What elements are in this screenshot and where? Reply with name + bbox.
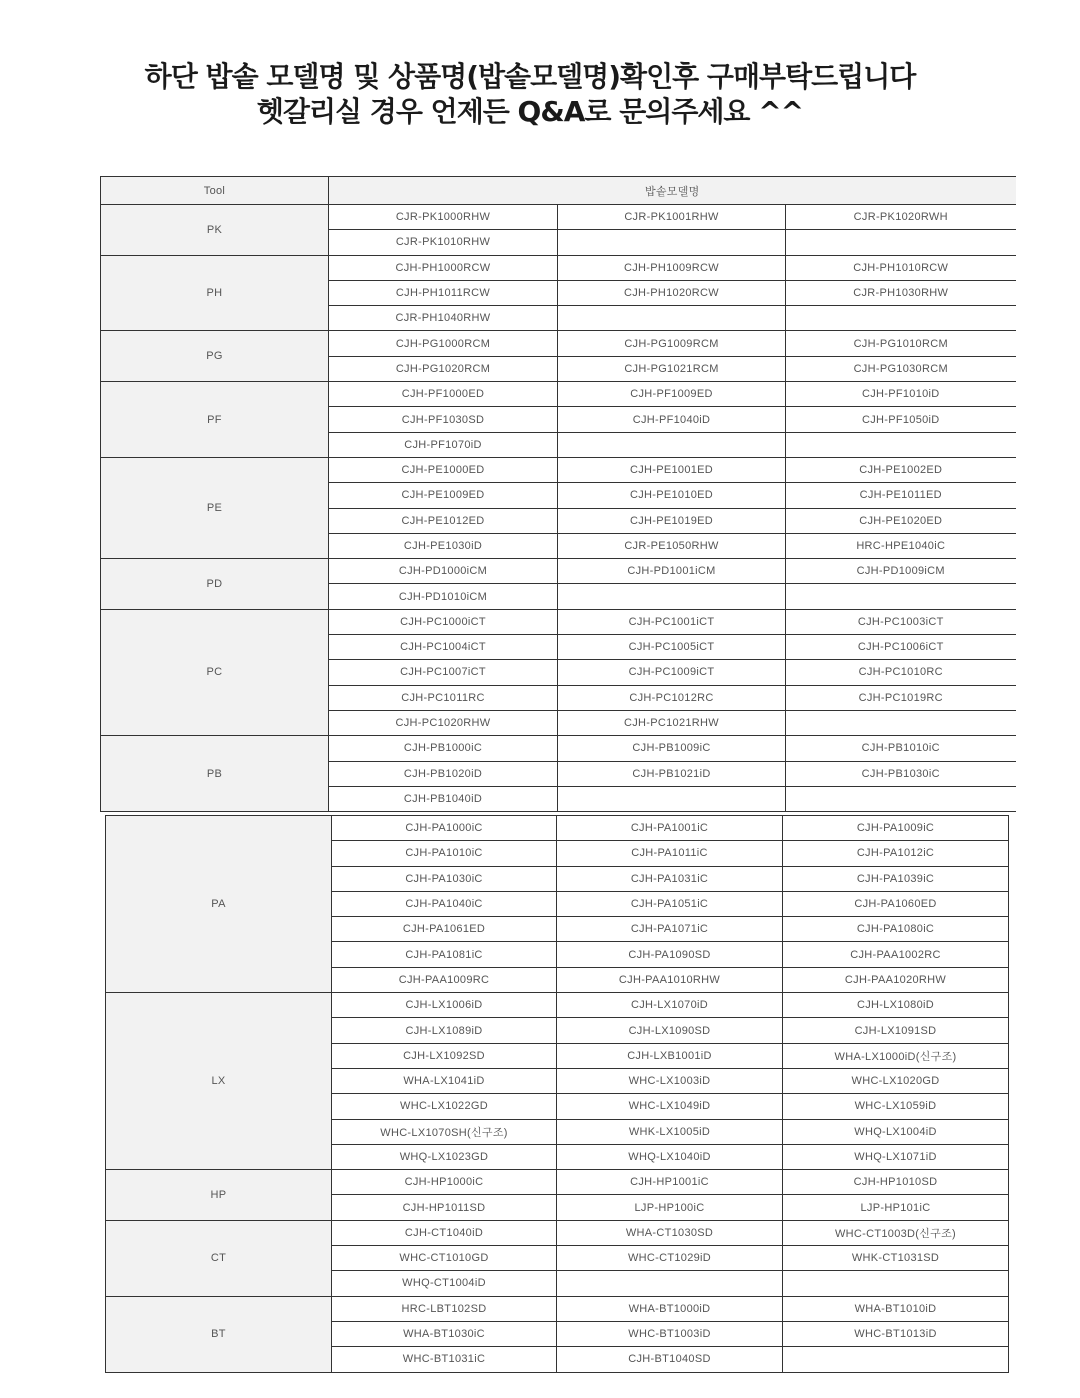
notice-line-1: 하단 밥솥 모델명 및 상품명(밥솥모델명)확인후 구매부탁드립니다 [144,60,916,93]
model-cell: CJH-PC1001iCT [558,609,786,634]
table-row [106,1170,1009,1195]
model-cell: CJH-PA1071iC [557,917,783,942]
model-cell: CJH-HP1000iC [332,1170,557,1195]
model-cell [557,1271,783,1296]
model-cell: CJH-PC1011RC [329,685,558,710]
model-cell: WHC-LX1022GD [332,1094,557,1119]
model-cell: CJH-PA1011iC [557,841,783,866]
model-cell: WHQ-LX1023GD [332,1144,557,1169]
model-cell: CJH-PC1020RHW [329,710,558,735]
model-cell: CJH-CT1040iD [332,1220,557,1245]
model-cell: CJH-PC1007iCT [329,660,558,685]
model-cell: CJH-PC1009iCT [558,660,786,685]
model-cell: CJR-PK1001RHW [558,205,786,230]
model-cell: CJH-PH1011RCW [329,280,558,305]
model-cell: CJH-PA1009iC [783,816,1009,841]
model-cell: CJH-PAA1010RHW [557,967,783,992]
model-cell: CJH-PF1000ED [329,382,558,407]
model-cell: CJR-PH1040RHW [329,306,558,331]
model-cell: WHA-BT1030iC [332,1321,557,1346]
model-cell: CJH-PE1011ED [786,483,1016,508]
table-row [101,736,1016,761]
model-cell: CJH-PA1040iC [332,891,557,916]
model-cell: CJH-PAA1020RHW [783,967,1009,992]
model-cell: HRC-HPE1040iC [786,533,1016,558]
model-cell: WHQ-LX1071iD [783,1144,1009,1169]
model-cell: WHC-LX1003iD [557,1068,783,1093]
model-cell: CJH-PA1031iC [557,866,783,891]
model-cell: CJH-LX1090SD [557,1018,783,1043]
model-cell: CJH-PC1004iCT [329,635,558,660]
model-cell: HRC-LBT102SD [332,1296,557,1321]
model-cell: CJH-LX1091SD [783,1018,1009,1043]
model-cell: WHK-CT1031SD [783,1246,1009,1271]
model-cell: WHQ-CT1004iD [332,1271,557,1296]
model-cell: CJH-PA1039iC [783,866,1009,891]
model-cell: CJH-PG1030RCM [786,356,1016,381]
model-cell [786,306,1016,331]
table-row [106,993,1009,1018]
model-cell [558,432,786,457]
model-cell: CJH-PG1010RCM [786,331,1016,356]
model-cell: CJH-PA1080iC [783,917,1009,942]
model-cell: CJH-PE1010ED [558,483,786,508]
model-cell: CJH-PG1000RCM [329,331,558,356]
table-row [101,382,1016,407]
model-cell: WHA-CT1030SD [557,1220,783,1245]
model-cell: CJH-PF1009ED [558,382,786,407]
model-cell: CJH-PG1021RCM [558,356,786,381]
tool-cell: PD [101,559,329,610]
table-header-row [101,177,1016,205]
model-cell: CJR-PH1030RHW [786,280,1016,305]
model-cell [558,786,786,811]
model-cell: CJH-PB1010iC [786,736,1016,761]
model-cell [786,786,1016,811]
model-cell: CJH-HP1001iC [557,1170,783,1195]
model-cell: WHA-BT1000iD [557,1296,783,1321]
model-cell: CJR-PK1020RWH [786,205,1016,230]
model-cell: CJH-PC1012RC [558,685,786,710]
model-cell: CJH-PE1001ED [558,457,786,482]
model-cell: CJR-PE1050RHW [558,533,786,558]
model-cell: CJH-PA1030iC [332,866,557,891]
model-cell: CJH-HP1011SD [332,1195,557,1220]
model-cell: CJH-PF1070iD [329,432,558,457]
model-cell: WHC-BT1003iD [557,1321,783,1346]
model-cell: CJH-PB1020iD [329,761,558,786]
model-cell: WHC-CT1010GD [332,1246,557,1271]
table-row [101,559,1016,584]
model-cell: CJH-PA1081iC [332,942,557,967]
tool-cell: CT [106,1220,332,1296]
model-cell: CJH-PE1002ED [786,457,1016,482]
model-cell: CJH-LX1089iD [332,1018,557,1043]
model-cell: CJH-PE1012ED [329,508,558,533]
model-cell: CJH-PAA1002RC [783,942,1009,967]
model-cell: CJH-PA1090SD [557,942,783,967]
table-row [106,816,1009,841]
model-cell: WHC-CT1003D(신구조) [783,1220,1009,1245]
model-cell [786,432,1016,457]
model-cell: CJH-PC1006iCT [786,635,1016,660]
table-row [101,457,1016,482]
model-cell: CJH-PH1000RCW [329,255,558,280]
model-cell: CJH-PA1061ED [332,917,557,942]
model-cell: WHA-LX1000iD(신구조) [783,1043,1009,1068]
model-cell: CJH-PG1009RCM [558,331,786,356]
model-cell: CJH-PD1010iCM [329,584,558,609]
model-cell: CJH-LX1006iD [332,993,557,1018]
model-cell: CJH-PD1000iCM [329,559,558,584]
model-cell: CJH-PE1000ED [329,457,558,482]
model-cell: CJH-PB1000iC [329,736,558,761]
model-cell: LJP-HP101iC [783,1195,1009,1220]
model-cell [558,230,786,255]
model-cell: CJH-PE1030iD [329,533,558,558]
model-cell: CJH-PB1030iC [786,761,1016,786]
model-cell: WHQ-LX1040iD [557,1144,783,1169]
model-cell: LJP-HP100iC [557,1195,783,1220]
model-cell [786,710,1016,735]
model-cell [783,1271,1009,1296]
model-cell: CJH-PF1030SD [329,407,558,432]
model-cell: CJH-LX1092SD [332,1043,557,1068]
tool-cell: PB [101,736,329,812]
model-table-bottom [105,815,1009,1373]
model-cell [783,1347,1009,1372]
model-cell: CJH-PE1019ED [558,508,786,533]
tool-cell: PK [101,205,329,256]
model-cell: CJH-PAA1009RC [332,967,557,992]
model-cell: CJH-LX1080iD [783,993,1009,1018]
tool-cell: PG [101,331,329,382]
model-cell: WHC-LX1070SH(신구조) [332,1119,557,1144]
model-cell: CJH-PB1021iD [558,761,786,786]
model-cell [558,306,786,331]
model-cell: CJH-BT1040SD [557,1347,783,1372]
model-cell: CJH-PA1000iC [332,816,557,841]
model-cell: CJH-PC1021RHW [558,710,786,735]
tool-cell: PC [101,609,329,735]
model-cell: CJH-PF1040iD [558,407,786,432]
model-cell: WHK-LX1005iD [557,1119,783,1144]
tool-cell: HP [106,1170,332,1221]
model-cell: CJH-PB1040iD [329,786,558,811]
model-cell [786,230,1016,255]
table-row [106,1296,1009,1321]
table-row [101,331,1016,356]
model-cell: WHA-BT1010iD [783,1296,1009,1321]
model-cell: CJH-LXB1001iD [557,1043,783,1068]
model-cell: CJH-PH1020RCW [558,280,786,305]
notice-line-2: 헷갈리실 경우 언제든 Q&A로 문의주세요 ^^ [256,95,804,128]
model-cell: CJH-PA1001iC [557,816,783,841]
table-row [101,255,1016,280]
model-table-top [100,176,1016,812]
model-cell: CJH-PE1009ED [329,483,558,508]
model-cell: CJH-PC1019RC [786,685,1016,710]
model-cell: CJH-PD1001iCM [558,559,786,584]
model-cell: CJH-PA1051iC [557,891,783,916]
model-cell: WHQ-LX1004iD [783,1119,1009,1144]
model-cell: CJH-PB1009iC [558,736,786,761]
model-cell [786,584,1016,609]
model-cell: WHC-LX1049iD [557,1094,783,1119]
tool-cell: PH [101,255,329,331]
model-cell: WHC-LX1059iD [783,1094,1009,1119]
model-cell: CJH-PD1009iCM [786,559,1016,584]
model-cell: CJH-PC1005iCT [558,635,786,660]
tool-cell: PE [101,457,329,558]
model-cell: CJR-PK1000RHW [329,205,558,230]
model-cell: CJH-PC1010RC [786,660,1016,685]
model-cell [558,584,786,609]
model-cell: CJH-PH1010RCW [786,255,1016,280]
model-cell: WHC-BT1013iD [783,1321,1009,1346]
table-row [106,1220,1009,1245]
header-tool: Tool [101,177,329,205]
model-cell: CJH-PF1050iD [786,407,1016,432]
model-cell: CJH-PH1009RCW [558,255,786,280]
tool-cell: PF [101,382,329,458]
model-cell: CJH-PE1020ED [786,508,1016,533]
table-row [101,205,1016,230]
table-row [101,609,1016,634]
tool-cell: BT [106,1296,332,1372]
model-cell: CJH-PC1000iCT [329,609,558,634]
model-cell: CJH-PA1012iC [783,841,1009,866]
model-cell: WHC-LX1020GD [783,1068,1009,1093]
model-cell: CJH-PA1010iC [332,841,557,866]
header-models: 밥솥모델명 [329,177,1016,205]
model-cell: CJH-PG1020RCM [329,356,558,381]
model-cell: WHA-LX1041iD [332,1068,557,1093]
model-cell: WHC-BT1031iC [332,1347,557,1372]
model-cell: CJH-PF1010iD [786,382,1016,407]
model-cell: CJH-PC1003iCT [786,609,1016,634]
model-cell: CJH-HP1010SD [783,1170,1009,1195]
model-cell: CJR-PK1010RHW [329,230,558,255]
tool-cell: PA [106,816,332,993]
model-cell: CJH-LX1070iD [557,993,783,1018]
model-cell: CJH-PA1060ED [783,891,1009,916]
tool-cell: LX [106,993,332,1170]
model-cell: WHC-CT1029iD [557,1246,783,1271]
